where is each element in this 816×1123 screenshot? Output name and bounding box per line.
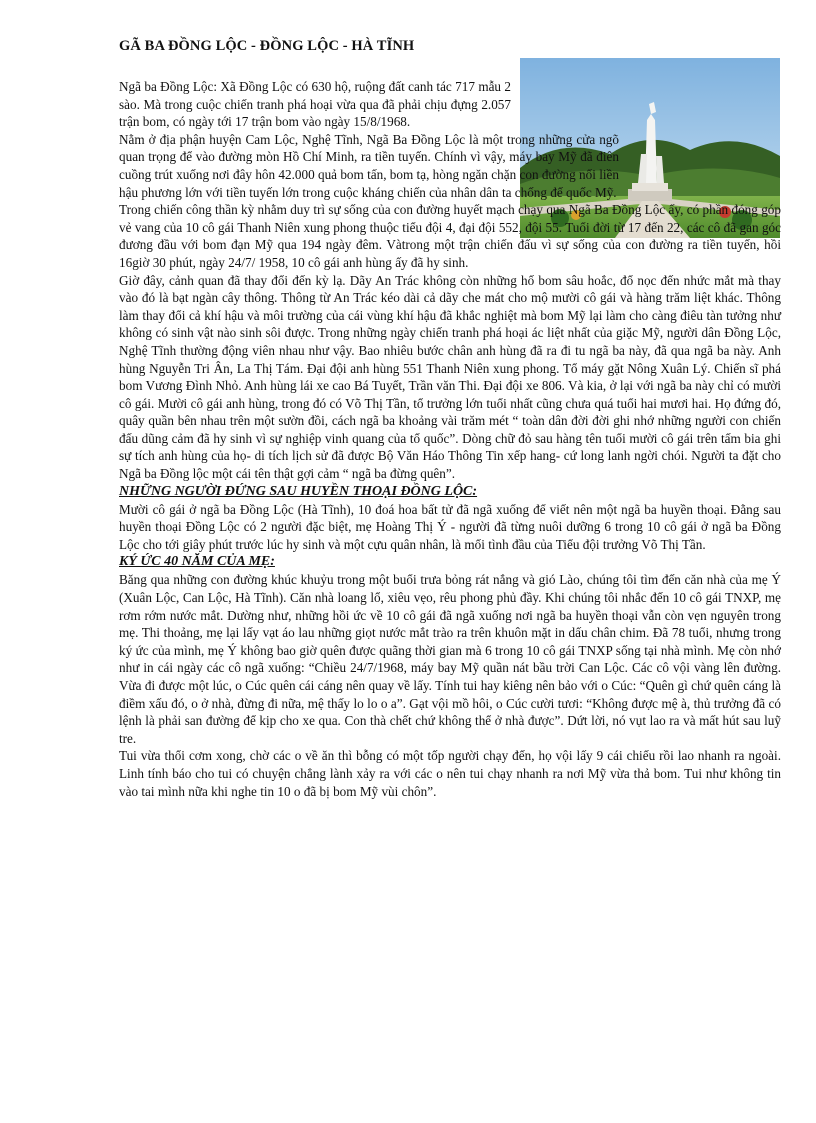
article-body <box>119 78 781 800</box>
paragraph-two-people: Mười cô gái ở ngã ba Đồng Lộc (Hà Tĩnh), 10 đoá hoa bất tử đã ngã xuống để viết nên một ngã ba huyền thoại. Đằng sau huyền thoại Đồng Lộc có 2 người đặc biệt, mẹ Hoàng Thị Ý - người đã từng nuôi dưỡng 6 trong 10 cô gái ở ngã ba Đồng Lộc cho tới giây phút trước lúc hy sinh và một cựu quân nhân, là mối tình đầu của Tiểu đội trưởng Võ Thị Tần. <box>119 501 781 552</box>
page-title: GÃ BA ĐỒNG LỘC - ĐỒNG LỘC - HÀ TĨNH <box>119 38 415 54</box>
paragraph-location: Nằm ở địa phận huyện Cam Lộc, Nghệ Tĩnh, Ngã Ba Đồng Lộc là một trong những cửa ngõ quan trọng để vào đường mòn Hồ Chí Minh, ra tiền tuyến. Chính vì vậy, máy bay Mỹ đã điên cuồng trút xuống nơi đây hôn 42.000 quả bom tấn, bom tạ, hòng ngăn chặn con đường nối liền hậu phương lớn với tiền tuyến lớn trong cuộc kháng chiến của nhân dân ta chống đế quốc Mỹ. <box>119 131 619 200</box>
paragraph-bombing: Tui vừa thổi cơm xong, chờ các o về ăn thì bỗng có một tốp người chạy đến, họ vội lấy 9 cái chiếu rồi lao nhanh ra ngoài. Linh tính báo cho tui có chuyện chẳng lành xảy ra với các o nên tui chạy nhanh ra nơi Mỹ vừa thả bom. Tui như không tin vào tai mình nữa khi nghe tin 10 o đã bị bom Mỹ vùi chôn”. <box>119 748 781 799</box>
section-heading-memory: KÝ ỨC 40 NĂM CỦA MẸ: <box>119 554 275 570</box>
paragraph-ten-girls: Trong chiến công thần kỳ nhằm duy trì sự sống của con đường huyết mạch chạy qua Ngã Ba Đồng Lộc ấy, có phần đóng góp vẻ vang của 10 cô gái Thanh Niên xung phong thuộc tiểu đội 4, đại đội 552, đội 55. Tuổi đời từ 17 đến 22, các cô đã gan góc đương đầu với bom đạn Mỹ qua 194 ngày đêm. Vàtrong một trận chiến đấu vì sự sống của con đường ra tiền tuyến, hồi 16giờ 30 phút, ngày 24/7/ 1958, 10 cô gái anh hùng ấy đã hy sinh. <box>119 202 781 270</box>
paragraph-mother-memory: Băng qua những con đường khúc khuỷu trong một buổi trưa bỏng rát nắng và gió Lào, chúng tôi tìm đến căn nhà của mẹ Ý (Xuân Lộc, Can Lộc, Hà Tĩnh). Căn nhà loang lổ, xiêu vẹo, rêu phong phủ đầy. Khi chúng tôi nhắc đến 10 cô gái TNXP, mẹ rơm rớm nước mắt. Dường như, những hồi ức về 10 cô gái đã ngã xuống nơi ngã ba huyền thoại vẫn còn vẹn nguyên trong mẹ. Thi thoảng, mẹ lại lấy vạt áo lau những giọt nước mắt trào ra trên khuôn mặt in dấu chân chim. Đã 78 tuổi, nhưng trong ký ức của mình, mẹ Ý không bao giờ quên được quãng thời gian mà 6 trong 10 cô gái TNXP sống tại nhà mình. Mẹ còn nhớ như in cái ngày các cô ngã xuống: “Chiều 24/7/1968, máy bay Mỹ quần nát bầu trời Can Lộc. Các cô vội vàng lên đường. Vừa đi được một lúc, o Cúc quên cái cáng nên quay về lấy. Tính tui hay kiêng nên bảo với o Cúc: “Quên gì chứ quên cáng là điềm xấu đó, o ở nhà, đừng đi nữa, mệ thấy lo lo o a”. Gạt vội mồ hôi, o Cúc cười tươi: “Không được mệ à, thủ trưởng đã có lệnh là phải san đường để kịp cho xe qua. Con thà chết chứ không thể ở nhà được”. Dứt lời, nó vụt lao ra và mất hút sau luỹ tre. <box>119 572 781 746</box>
paragraph-landscape: Giờ đây, cảnh quan đã thay đổi đến kỳ lạ. Dãy An Trác không còn những hố bom sâu hoắc, đổ nọc đến nhức mắt mà thay vào đó là bạt ngàn cây thông. Thông từ An Trác kéo dài cả dãy che mát cho mộ mười cô gái và hàng trăm liệt khác. Thông làm thay đổi cả khí hậu và môi trường của cái vùng khí hậu đã khắc nghiệt mà bom Mỹ lại làm cho càng điêu tàn tưởng như không có sinh vật nào sinh sôi được. Trong những ngày chiến tranh phá hoại ác liệt nhất của giặc Mỹ, người dân Đồng Lộc, Nghệ Tĩnh thường động viên nhau như vậy. Bao nhiêu bước chân anh hùng đã ra đi tu ngã ba này, đã qua ngã ba này. Anh hùng Nguyễn Tri Ân, La Thị Tám. Đại đội anh hùng 551 Thanh Niên xung phong. Tổ máy gặt Nông Xuân Lý. Chiến sĩ phá bom Vương Đình Nhỏ. Anh hùng lái xe cao Bá Tuyết, Trần văn Thi. Đại đội xe 806. Và kia, ở lại với ngã ba này chỉ có mười cô gái. Mười cô gái anh hùng, trong đó có Võ Thị Tần, tổ trưởng lớn tuổi nhất cũng chưa quá tuổi hai mươi hai. Họ đứng đó, quây quần bên nhau trên một sườn đồi, cách ngã ba khoảng vài trăm mét “ toàn dân đời đời ghi nhớ những người con chiến đấu dũng cảm đã hy sinh vì sự nghiệp vinh quang của tổ quốc”. Dòng chữ đỏ sau hàng tên tuổi mười cô gái trên tấm bia ghi sự tích anh hùng của họ- di tích lịch sử đã được Bộ Văn Háo Thông Tin xếp hang- cứ long lanh ngời chói. Người ta đặt cho Ngã ba Đồng lộc một cái tên thật gợi cảm “ ngã ba đừng quên”. <box>119 272 781 482</box>
section-heading-legend: NHỮNG NGƯỜI ĐỨNG SAU HUYỀN THOẠI ĐỒNG LỘC: <box>119 483 478 499</box>
paragraph-commune-intro: Ngã ba Đồng Lộc: Xã Đồng Lộc có 630 hộ, ruộng đất canh tác 717 mẫu 2 sào. Mà trong cuộc chiến tranh phá hoại vừa qua đã phải chịu đựng 2.057 trận bom, có ngày tới 17 trận bom vào ngày 15/8/1968. <box>119 79 511 130</box>
